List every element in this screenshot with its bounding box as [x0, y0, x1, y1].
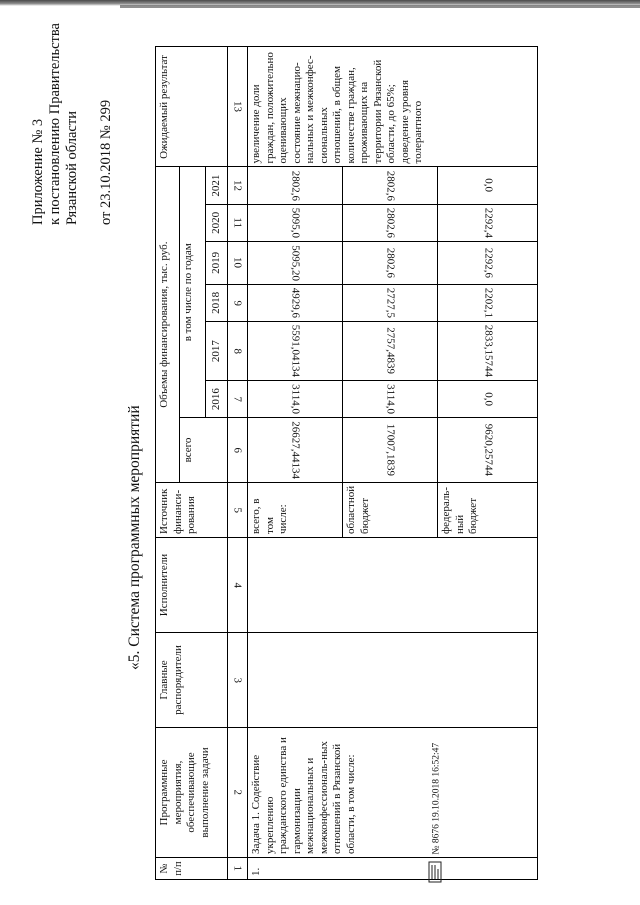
funding-2018: 2727,5	[343, 284, 438, 321]
funding-2017: 5591,04134	[248, 321, 343, 380]
header-executors: Исполнители	[156, 538, 228, 633]
funding-2021: 0,0	[438, 167, 538, 204]
col-number: 2	[228, 728, 248, 858]
col-number: 1	[228, 858, 248, 880]
funding-2021: 2802,6	[343, 167, 438, 204]
funding-2019: 5095,20	[248, 241, 343, 284]
header-num: № п/п	[156, 858, 228, 880]
funding-2016: 3114,0	[343, 381, 438, 418]
col-number: 11	[228, 204, 248, 241]
header-source: Источник финанси-рования	[156, 482, 228, 537]
col-number: 12	[228, 167, 248, 204]
funding-2019: 2802,6	[343, 241, 438, 284]
header-activities: Программные мероприятия, обеспечивающие выполнение задачи	[156, 728, 228, 858]
table-row	[248, 47, 343, 880]
task-description: Задача 1. Содействие укреплению гражданского единства и гармонизации межнациональных и межконфессиональ-ных отношений в Рязанской области, в том числе:	[248, 728, 538, 858]
header-year-2021: 2021	[206, 167, 228, 204]
header-volumes: Объемы финансирования, тыс. руб.	[156, 167, 180, 482]
header-year-2016: 2016	[206, 381, 228, 418]
col-number: 8	[228, 321, 248, 380]
resolution-date: от 23.10.2018 № 299	[98, 99, 114, 225]
section-title: «5. Система программных мероприятий	[126, 405, 143, 670]
header-year-2020: 2020	[206, 204, 228, 241]
col-number: 7	[228, 381, 248, 418]
col-number: 3	[228, 633, 248, 728]
program-activities-table	[155, 46, 538, 880]
col-number: 4	[228, 538, 248, 633]
funding-total: 17007,1839	[343, 418, 438, 483]
header-year-2018: 2018	[206, 284, 228, 321]
funding-2017: 2757,4839	[343, 321, 438, 380]
region-name: Рязанской области	[64, 111, 80, 225]
header-by-years: в том числе по годам	[180, 167, 206, 418]
row-number: 1.	[248, 858, 538, 880]
funding-2020: 5095,0	[248, 204, 343, 241]
funding-2021: 2802,6	[248, 167, 343, 204]
funding-source: всего, в том числе:	[248, 482, 343, 537]
funding-2017: 2833,15744	[438, 321, 538, 380]
funding-2020: 2802,6	[343, 204, 438, 241]
col-number: 6	[228, 418, 248, 483]
header-total: всего	[180, 418, 228, 483]
funding-2016: 0,0	[438, 381, 538, 418]
funding-2018: 2202,1	[438, 284, 538, 321]
appendix-header	[30, 23, 115, 225]
col-number: 5	[228, 482, 248, 537]
appendix-number: Приложение № 3	[30, 118, 46, 225]
header-result: Ожидаемый результат	[156, 47, 228, 167]
document-stamp-icon	[428, 861, 445, 883]
resolution-reference: к постановлению Правительства	[47, 23, 63, 225]
funding-2020: 2292,4	[438, 204, 538, 241]
funding-total: 9620,25744	[438, 418, 538, 483]
funding-2019: 2292,6	[438, 241, 538, 284]
col-number: 9	[228, 284, 248, 321]
column-number-row	[228, 47, 248, 880]
funding-2016: 3114,0	[248, 381, 343, 418]
col-number: 13	[228, 47, 248, 167]
header-managers: Главные распорядители	[156, 633, 228, 728]
funding-source: федераль-ный бюджет	[438, 482, 538, 537]
funding-2018: 4929,6	[248, 284, 343, 321]
registration-stamp	[428, 743, 445, 883]
expected-result: увеличение доли граждан, положительно оценивающих состояние межнацио-нальных и межконфес-сиональных отношений, в общем количестве граждан, проживающих на территории Рязанской области, до 65%; доведение уровня толерантного	[248, 47, 538, 167]
registration-number: № 8676 19.10.2018 16:52:47	[431, 742, 442, 855]
funding-source: областной бюджет	[343, 482, 438, 537]
header-year-2019: 2019	[206, 241, 228, 284]
header-year-2017: 2017	[206, 321, 228, 380]
managers-cell	[248, 633, 538, 728]
funding-total: 26627,44134	[248, 418, 343, 483]
executors-cell	[248, 538, 538, 633]
col-number: 10	[228, 241, 248, 284]
